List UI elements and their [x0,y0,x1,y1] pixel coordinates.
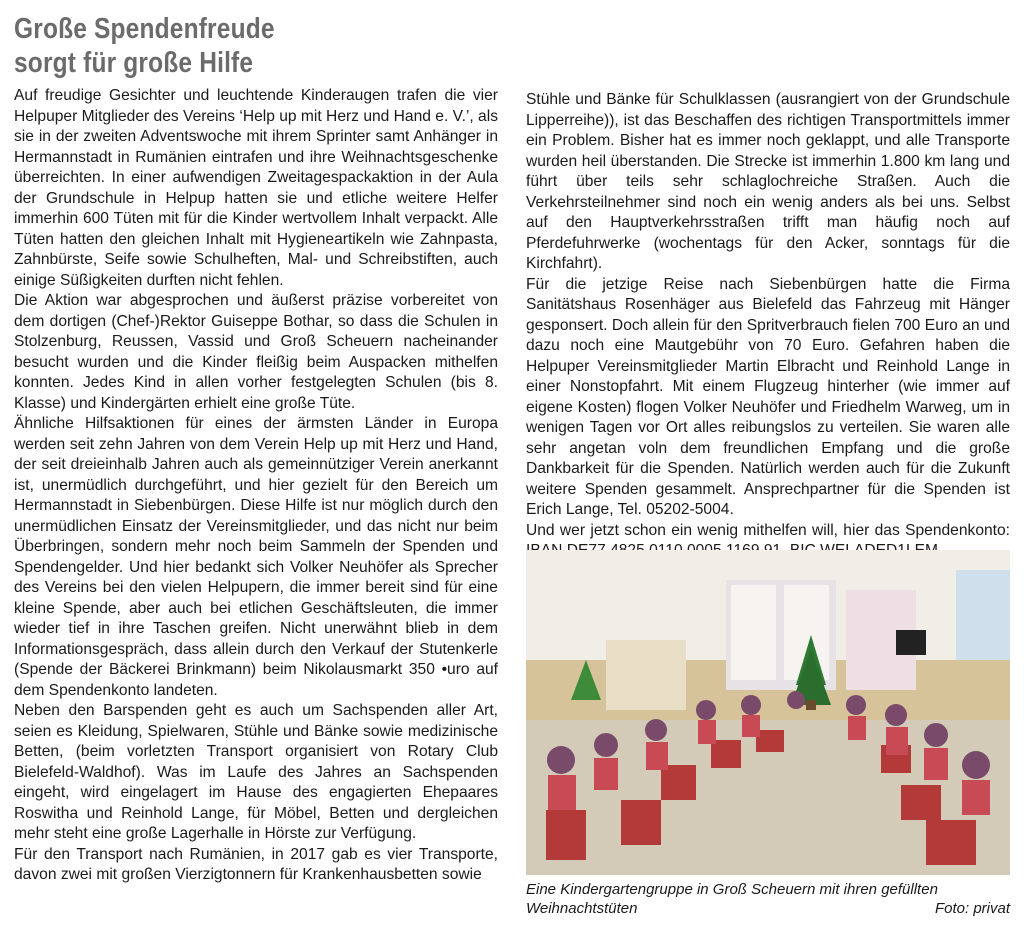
paragraph: Und wer jetzt schon ein wenig mithelfen will, hier das Spendenkonto: [526,521,1010,539]
kindergarten-photo [526,550,1010,875]
paragraph: Auf freudige Gesichter und leuchtende Kinderaugen trafen die vier Helpuper Mitglieder des Vereins ‘Help up mit Herz und Hand e. V.’, als sie in der zweiten Adventswoche mit ihrem Sprinter samt Anhänger in Hermannstadt in Rumänien eintrafen und ihre Weihnachtsgeschenke überreichten. In einer aufwendigen Zweitagespackaktion in der Aula der Grundschule in Helpup hatten sie und etliche weitere Helfer immerhin 600 Tüten mit für die Kinder wertvollem Inhalt verpackt. Alle Tüten hatten den gleichen Inhalt mit Hygieneartikeln wie Zahnpasta, Zahnbürste, Seife sowie Schulheften, Mal- und Schreibstiften, auch einige Süßigkeiten durften nicht fehlen. [14,87,498,289]
paragraph: Für die jetzige Reise nach Siebenbürgen hatte die Firma Sanitätshaus Rosenhäger aus Bielefeld das Fahrzeug mit Hänger gesponsert. Doch allein für den Spritverbrauch fielen 700 Euro an und dazu noch eine Mautgebühr von 70 Euro. Gefahren haben die Helpuper Vereinsmitglieder Martin Elbracht und Reinhold Lange in einer Nonstopfahrt. Mit einem Flugzeug hinterher (wie immer auf eigene Kosten) flogen Volker Neuhöfer und Friedhelm Warweg, um in wenigen Tagen vor Ort alles reibungslos zu verteilen. Sie waren alle sehr angetan voln dem freundlichen Empfang und die große Dankbarkeit für die Spenden. Natürlich werden auch für die Zukunft weitere Spenden gesammelt. Ansprechpartner für die Spenden ist Erich Lange, Tel. 05202-5004. [526,275,1010,518]
headline-line-1: Große Spendenfreude [14,13,275,45]
paragraph: Neben den Barspenden geht es auch um Sachspenden aller Art, seien es Kleidung, Spielwaren, Stühle und Bänke sowie medizinische Betten, (beim vorletzten Transport organisiert von Rotary Club Bielefeld-Waldhof). Was im Laufe des Jahres an Sachspenden eingeht, wird eingelagert im Hause des engagierten Ehepaares Roswitha und Reinhold Lange, für Möbel, Betten und dergleichen mehr steht eine große Lagerhalle in Hörste zur Verfügung. [14,702,498,842]
article-column-right [526,90,1010,562]
paragraph: Ähnliche Hilfsaktionen für eines der ärmsten Länder in Europa werden seit zehn Jahren von dem Verein Help up mit Herz und Hand, der seit dreieinhalb Jahren auch als gemeinnütziger Verein anerkannt ist, unermüdlich durchgeführt, und hier gezielt für den Bereich um Hermannstadt in Siebenbürgen. Diese Hilfe ist nur möglich durch den unermüdlichen Einsatz der Vereinsmitglieder, und das nicht nur beim Überbringen, sondern mehr noch beim Sammeln der Spenden und Spendengelder. Und hier bedankt sich Volker Neuhöfer als Sprecher des Vereins bei den vielen Helpupern, die immer bereit sind für eine kleine Spende, aber auch bei etlichen Geschäftsleuten, die immer wieder tief in ihre Taschen greifen. Nicht unerwähnt blieb in dem Informationsgespräch, dass allein durch den Verkauf der Stutenkerle (Spende der Bäckerei Brinkmann) beim Nikolausmarkt 350 •uro auf dem Spendenkonto landeten. [14,415,498,699]
paragraph: Die Aktion war abgesprochen und äußerst präzise vorbereitet von dem dortigen (Chef-)Rektor Guiseppe Bothar, so dass die Schulen in Stolzenburg, Reussen, Vassid und Groß Scheuern nacheinander besucht wurden und die Kinder fleißig beim Auspacken mithelfen konnten. Jedes Kind in allen vorher festgelegten Schulen (bis 8. Klasse) und Kindergärten erhielt eine große Tüte. [14,292,498,412]
article-column-left [14,86,498,886]
paragraph: Für den Transport nach Rumänien, in 2017 gab es vier Transporte, davon zwei mit großen Vierzigtonnern für Krankenhausbetten sowie [14,845,498,883]
caption-text: Eine Kindergartengruppe in Groß Scheuern mit ihren gefüllten Weihnachtstüten [526,881,938,917]
photo-caption [526,880,1010,918]
headline-line-2: sorgt für große Hilfe [14,47,254,79]
photo-credit: Foto: privat [934,900,1010,917]
article-headline [14,12,444,80]
paragraph: Stühle und Bänke für Schulklassen (ausrangiert von der Grundschule Lipperreihe)), ist das Beschaffen des richtigen Transportmittels immer ein Problem. Bisher hat es immer noch geklappt, und alle Transporte wurden heil überstanden. Die Strecke ist immerhin 1.800 km lang und führt über teils sehr schlaglochreiche Straßen. Auch die Verkehrsteilnehmer sind noch ein wenig anders als bei uns. Selbst auf den Hauptverkehrsstraßen trifft man häufig noch auf Pferdefuhrwerke (wochentags für den Acker, sonntags für die Kirchfahrt). [526,91,1010,272]
